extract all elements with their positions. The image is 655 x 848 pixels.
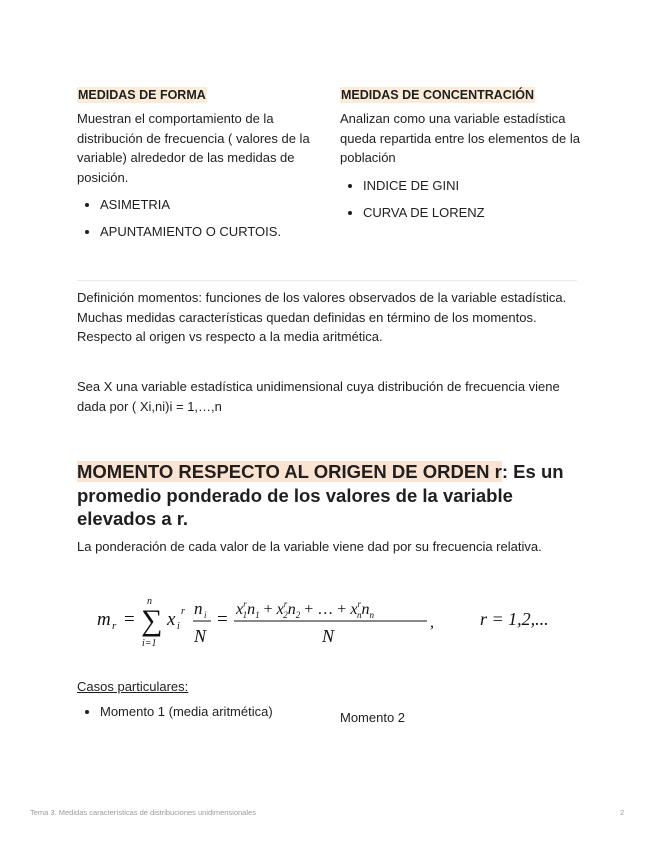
footer-title: Tema 3. Medidas características de distribuciones unidimensionales: [30, 808, 256, 817]
list-item: • CURVA DE LORENZ: [363, 203, 580, 222]
medidas-concentracion-column: [340, 86, 580, 230]
formula-x-sup: r: [181, 606, 185, 617]
medidas-concentracion-text: Analizan como una variable estadística queda repartida entre los elementos de la población: [340, 111, 580, 165]
formula-equals-2: =: [217, 609, 228, 630]
moment-heading-highlight: MOMENTO RESPECTO AL ORIGEN DE ORDEN r: [77, 461, 502, 482]
formula-x: x: [167, 609, 176, 630]
medidas-concentracion-heading: MEDIDAS DE CONCENTRACIÓN: [341, 88, 535, 102]
sea-paragraph: Sea X una variable estadística unidimensional cuya distribución de frecuencia viene dada por ( Xi,ni)i = 1,…,n: [77, 379, 560, 414]
medidas-forma-column: [77, 86, 317, 249]
formula-N-den: N: [194, 626, 207, 646]
formula-equals: =: [124, 609, 135, 630]
section-divider: [77, 280, 577, 281]
definition-paragraph: Definición momentos: funciones de los valores observados de la variable estadística. Muchas medidas características quedan definidas en término de los momentos. Respecto al origen vs respecto a la media aritmética.: [77, 290, 567, 344]
medidas-forma-text: Muestran el comportamiento de la distribución de frecuencia ( valores de la variable) alrededor de las medidas de posición.: [77, 111, 310, 185]
page-number: 2: [620, 808, 625, 817]
medidas-forma-heading: MEDIDAS DE FORMA: [78, 88, 206, 102]
formula-r-label: r = 1,2,...: [480, 609, 549, 629]
formula-numerator: $x^r$ $1n_1 + x^r$ $2n_2$ + … + $x^r$ $nn_n$: [236, 599, 374, 620]
medidas-concentracion-list: [340, 176, 580, 222]
formula-x-sub: i: [177, 621, 180, 632]
formula-ni-num: n: [194, 599, 203, 618]
casos-list: [77, 702, 273, 721]
formula-sum-symbol: ∑: [141, 604, 163, 637]
moment-heading: [77, 460, 577, 531]
formula-ni-sub: i: [204, 610, 207, 620]
formula-comma: ,: [430, 614, 434, 631]
formula-lhs-m: m: [97, 609, 111, 630]
medidas-forma-list: [77, 195, 317, 241]
momento2-label: Momento 2: [340, 710, 406, 725]
list-item: • INDICE DE GINI: [363, 176, 580, 195]
list-item: • APUNTAMIENTO O CURTOIS.: [100, 222, 317, 241]
list-item: • Momento 1 (media aritmética): [100, 702, 273, 721]
casos-label: Casos particulares:: [77, 679, 189, 694]
moment-formula: [93, 590, 563, 652]
formula-sum-bottom: i=1: [142, 638, 157, 649]
list-item: • ASIMETRIA: [100, 195, 317, 214]
formula-sum-top: n: [147, 596, 152, 607]
formula-lhs-sub: r: [112, 620, 117, 632]
moment-heading-rest: : Es un promedio ponderado de los valores de la variable elevados a r.: [77, 461, 564, 529]
formula-N-den-2: N: [322, 626, 335, 646]
ponderacion-paragraph: La ponderación de cada valor de la variable viene dad por su frecuencia relativa.: [77, 539, 542, 554]
